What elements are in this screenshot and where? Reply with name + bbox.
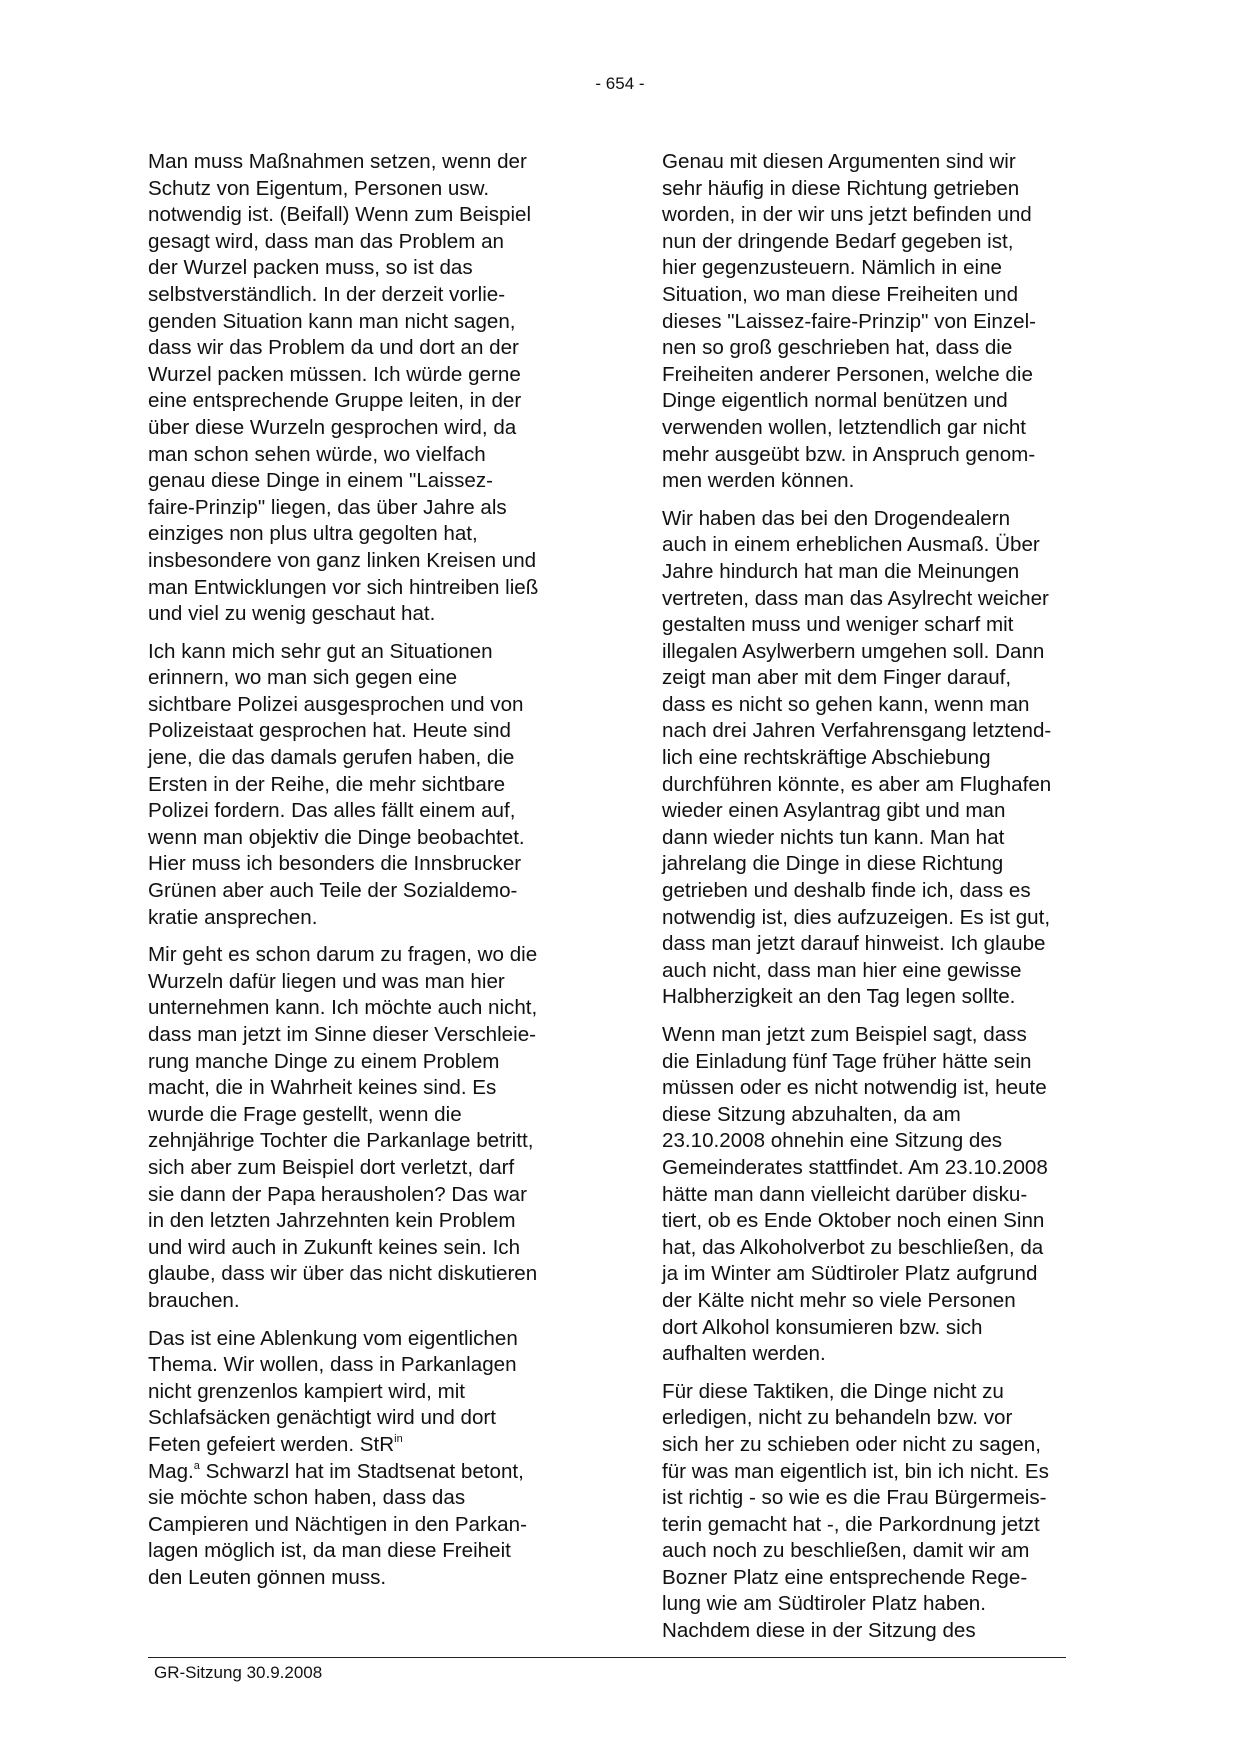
text-line: zeigt man aber mit dem Finger darauf,	[662, 666, 1012, 690]
text-line: getrieben und deshalb finde ich, dass es	[662, 879, 1031, 903]
text-line: gesagt wird, dass man das Problem an	[148, 229, 504, 253]
text-line: man Entwicklungen vor sich hintreiben ließ	[148, 575, 539, 599]
text-line: erledigen, nicht zu behandeln bzw. vor	[662, 1406, 1013, 1430]
text-line: selbstverständlich. In der derzeit vorlie-	[148, 282, 506, 306]
text-line: und viel zu wenig geschaut hat.	[148, 602, 436, 626]
text-line: Campieren und Nächtigen in den Parkan-	[148, 1512, 527, 1536]
text-line: Wurzeln dafür liegen und was man hier	[148, 969, 505, 993]
text-line: mehr ausgeübt bzw. in Anspruch genom-	[662, 442, 1036, 466]
superscript: in	[394, 1432, 403, 1445]
right-paragraph-3	[662, 1022, 1122, 1368]
text-line: Mir geht es schon darum zu fragen, wo die	[148, 943, 538, 967]
right-text-column	[662, 149, 1122, 1656]
text-line: faire-Prinzip" liegen, das über Jahre als	[148, 495, 507, 519]
text-line: Situation, wo man diese Freiheiten und	[662, 282, 1019, 306]
text-line: rung manche Dinge zu einem Problem	[148, 1049, 500, 1073]
text-line: notwendig ist. (Beifall) Wenn zum Beispiel	[148, 203, 532, 227]
text-line: Das ist eine Ablenkung vom eigentlichen	[148, 1326, 518, 1350]
text-line: Nachdem diese in der Sitzung des	[662, 1619, 976, 1643]
text-line: Schutz von Eigentum, Personen usw.	[148, 176, 490, 200]
text-line: jene, die das damals gerufen haben, die	[148, 746, 515, 770]
text-line: für was man eigentlich ist, bin ich nicht. Es	[662, 1459, 1049, 1483]
text-line: illegalen Asylwerbern umgehen soll. Dann	[662, 639, 1045, 663]
text-line: zehnjährige Tochter die Parkanlage betritt,	[148, 1129, 534, 1153]
text-line: dass wir das Problem da und dort an der	[148, 336, 519, 360]
text-line: eine entsprechende Gruppe leiten, in der	[148, 389, 522, 413]
text-line: lung wie am Südtiroler Platz haben.	[662, 1592, 986, 1616]
text-line: wieder einen Asylantrag gibt und man	[662, 799, 1006, 823]
text-line: nun der dringende Bedarf gegeben ist,	[662, 229, 1014, 253]
text-fragment: Schwarzl hat im Stadtsenat betont,	[199, 1459, 524, 1483]
text-line: brauchen.	[148, 1288, 240, 1312]
text-fragment: Feten gefeiert werden. StR	[148, 1432, 395, 1456]
text-line: Wurzel packen müssen. Ich würde gerne	[148, 362, 521, 386]
right-paragraph-4	[662, 1379, 1122, 1645]
text-line: Freiheiten anderer Personen, welche die	[662, 362, 1033, 386]
text-line: genden Situation kann man nicht sagen,	[148, 309, 516, 333]
text-line: wenn man objektiv die Dinge beobachtet.	[148, 825, 525, 849]
text-line: man schon sehen würde, wo vielfach	[148, 442, 486, 466]
text-line: dort Alkohol konsumieren bzw. sich	[662, 1315, 983, 1339]
text-line: glaube, dass wir über das nicht diskutieren	[148, 1262, 538, 1286]
text-line	[148, 1459, 608, 1486]
text-line: müssen oder es nicht notwendig ist, heute	[662, 1076, 1047, 1100]
text-line: Dinge eigentlich normal benützen und	[662, 389, 1008, 413]
text-line: insbesondere von ganz linken Kreisen und	[148, 548, 537, 572]
text-line: Thema. Wir wollen, dass in Parkanlagen	[148, 1353, 517, 1377]
text-line: in den letzten Jahrzehnten kein Problem	[148, 1209, 516, 1233]
text-line: dieses "Laissez-faire-Prinzip" von Einzel-	[662, 309, 1037, 333]
text-line: lich eine rechtskräftige Abschiebung	[662, 746, 991, 770]
text-line: hätte man dann vielleicht darüber disku-	[662, 1182, 1028, 1206]
left-text-column	[148, 149, 608, 1602]
text-line	[148, 1432, 608, 1459]
text-line: nach drei Jahren Verfahrensgang letztend-	[662, 719, 1052, 743]
footer-session-label: GR-Sitzung 30.9.2008	[154, 1663, 323, 1682]
superscript: a	[193, 1459, 200, 1472]
text-line: lagen möglich ist, da man diese Freiheit	[148, 1539, 511, 1563]
text-line: terin gemacht hat -, die Parkordnung jetzt	[662, 1512, 1040, 1536]
text-line: Gemeinderates stattfindet. Am 23.10.2008	[662, 1155, 1048, 1179]
text-line: und wird auch in Zukunft keines sein. Ich	[148, 1235, 521, 1259]
text-line: jahrelang die Dinge in diese Richtung	[662, 852, 1004, 876]
left-paragraph-1	[148, 149, 608, 628]
text-line: Man muss Maßnahmen setzen, wenn der	[148, 150, 527, 173]
right-paragraph-2	[662, 506, 1122, 1011]
text-line: Bozner Platz eine entsprechende Rege-	[662, 1565, 1028, 1589]
left-paragraph-3	[148, 942, 608, 1314]
text-line: die Einladung fünf Tage früher hätte sein	[662, 1049, 1032, 1073]
text-line: Polizeistaat gesprochen hat. Heute sind	[148, 719, 511, 743]
text-line: dass man jetzt im Sinne dieser Verschleie-	[148, 1023, 537, 1046]
text-line: unternehmen kann. Ich möchte auch nicht,	[148, 996, 538, 1020]
text-line: Jahre hindurch hat man die Meinungen	[662, 559, 1020, 583]
text-line: dass man jetzt darauf hinweist. Ich glaube	[662, 932, 1046, 956]
text-line: vertreten, dass man das Asylrecht weicher	[662, 586, 1049, 610]
text-line: durchführen könnte, es aber am Flughafen	[662, 772, 1052, 796]
text-line: aufhalten werden.	[662, 1342, 826, 1366]
text-line: hat, das Alkoholverbot zu beschließen, da	[662, 1235, 1044, 1259]
text-line: Wenn man jetzt zum Beispiel sagt, dass	[662, 1023, 1027, 1046]
text-line: men werden können.	[662, 469, 855, 493]
text-line: Wir haben das bei den Drogendealern	[662, 506, 1011, 530]
text-line: Für diese Taktiken, die Dinge nicht zu	[662, 1379, 1004, 1403]
text-line: über diese Wurzeln gesprochen wird, da	[148, 415, 517, 439]
text-line: auch noch zu beschließen, damit wir am	[662, 1539, 1030, 1563]
text-line: notwendig ist, dies aufzuzeigen. Es ist gut,	[662, 905, 1051, 929]
text-fragment: Mag.	[148, 1459, 194, 1483]
text-line: dann wieder nichts tun kann. Man hat	[662, 825, 1005, 849]
text-line: diese Sitzung abzuhalten, da am	[662, 1102, 961, 1126]
text-line: Grünen aber auch Teile der Sozialdemo-	[148, 879, 518, 903]
text-line: wurde die Frage gestellt, wenn die	[148, 1102, 462, 1126]
text-line: hier gegenzusteuern. Nämlich in eine	[662, 256, 1002, 280]
text-line: Halbherzigkeit an den Tag legen sollte.	[662, 985, 1016, 1009]
text-line: auch nicht, dass man hier eine gewisse	[662, 958, 1022, 982]
text-line: Polizei fordern. Das alles fällt einem auf,	[148, 799, 516, 823]
text-line: gestalten muss und weniger scharf mit	[662, 613, 1014, 637]
footer-divider	[148, 1657, 1066, 1658]
text-line: Schlafsäcken genächtigt wird und dort	[148, 1406, 497, 1430]
text-line: einziges non plus ultra gegolten hat,	[148, 522, 478, 546]
text-line: worden, in der wir uns jetzt befinden und	[662, 203, 1032, 227]
left-paragraph-4	[148, 1326, 608, 1592]
page-number: - 654 -	[595, 74, 645, 93]
text-line: ist richtig - so wie es die Frau Bürgermeis-	[662, 1486, 1047, 1510]
text-line: Genau mit diesen Argumenten sind wir	[662, 150, 1016, 173]
text-line: 23.10.2008 ohnehin eine Sitzung des	[662, 1129, 1003, 1153]
text-line: kratie ansprechen.	[148, 905, 318, 929]
text-line: Hier muss ich besonders die Innsbrucker	[148, 852, 522, 876]
text-line: verwenden wollen, letztendlich gar nicht	[662, 415, 1027, 439]
text-line: der Kälte nicht mehr so viele Personen	[662, 1288, 1016, 1312]
text-line: genau diese Dinge in einem "Laissez-	[148, 469, 494, 493]
text-line: sich aber zum Beispiel dort verletzt, darf	[148, 1155, 515, 1179]
text-line: dass es nicht so gehen kann, wenn man	[662, 692, 1030, 716]
right-paragraph-1	[662, 149, 1122, 495]
text-line: tiert, ob es Ende Oktober noch einen Sinn	[662, 1209, 1045, 1233]
text-line: auch in einem erheblichen Ausmaß. Über	[662, 533, 1040, 557]
text-line: sie möchte schon haben, dass das	[148, 1486, 466, 1510]
text-line: nen so groß geschrieben hat, dass die	[662, 336, 1013, 360]
text-line: Ich kann mich sehr gut an Situationen	[148, 639, 493, 663]
text-line: ja im Winter am Südtiroler Platz aufgrund	[662, 1262, 1038, 1286]
text-line: macht, die in Wahrheit keines sind. Es	[148, 1076, 497, 1100]
text-line: sichtbare Polizei ausgesprochen und von	[148, 692, 524, 716]
text-line: erinnern, wo man sich gegen eine	[148, 666, 458, 690]
text-line: nicht grenzenlos kampiert wird, mit	[148, 1379, 466, 1403]
left-paragraph-2	[148, 639, 608, 932]
text-line: den Leuten gönnen muss.	[148, 1565, 387, 1589]
text-line: Ersten in der Reihe, die mehr sichtbare	[148, 772, 506, 796]
text-line: sich her zu schieben oder nicht zu sagen,	[662, 1432, 1041, 1456]
text-line: sie dann der Papa herausholen? Das war	[148, 1182, 527, 1206]
text-line: sehr häufig in diese Richtung getrieben	[662, 176, 1020, 200]
text-line: der Wurzel packen muss, so ist das	[148, 256, 473, 280]
